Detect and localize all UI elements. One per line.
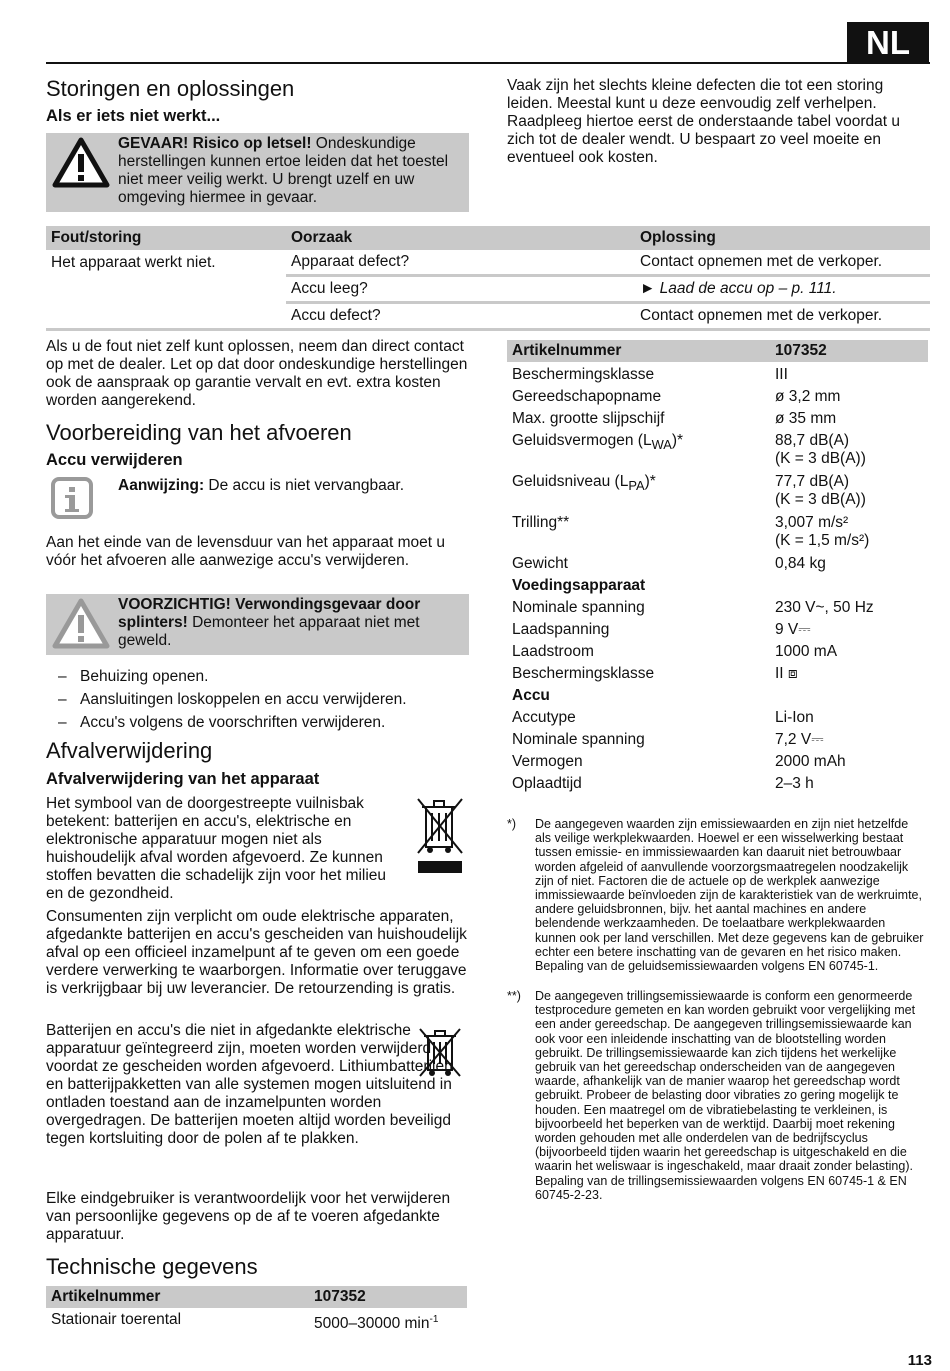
solution-cell: ► Laad de accu op – p. 111. — [635, 276, 930, 303]
caution-warning-box — [46, 594, 469, 655]
tech-label: Accutype — [512, 709, 576, 726]
afval-paragraph-2: Consumenten zijn verplicht om oude elektrische apparaten, afgedankte batterijen en accu's gescheiden van huishoudelijk afval op een officieel inzamelpunt af te geven om een goede verdere verwerking te waarborgen. Informatie over teruggave is verkrijgbaar bij uw leverancier. De retourzending is gratis. — [46, 908, 467, 997]
danger-warning-text: Ondeskundige herstellingen kunnen ertoe leiden dat het toestel niet meer veilig werkt. U brengt uzelf en uw omgeving hiermee in gevaar. — [118, 135, 449, 206]
table-row — [507, 749, 928, 771]
crossed-bin-icon — [412, 795, 468, 880]
tech-value: 107352 — [770, 340, 928, 362]
tech-label: Trilling** — [512, 514, 570, 531]
table-row — [507, 661, 928, 683]
section-heading-afval: Afvalverwijdering — [46, 738, 213, 763]
list-item: – Aansluitingen loskoppelen en accu verwijderen. — [46, 688, 476, 711]
table-row — [507, 340, 928, 362]
table-row — [507, 771, 928, 793]
after-table-paragraph: Als u de fout niet zelf kunt oplossen, neem dan direct contact op met de dealer. Let op dat door ondeskundige herstellingen ook de aanspraak op garantie vervalt en evt. extra kosten worden aangerekend. — [46, 338, 468, 409]
tech-label: Nominale spanning — [512, 731, 645, 748]
footnote-marker: **) — [507, 989, 521, 1003]
footnote-text: De aangegeven waarden zijn emissiewaarden en zijn niet hetzelfde als veilige werkplekwaarden. Hoewel er een wisselwerking bestaat tussen emissie- en immissiewaarden kan daaruit niet betrouwbaar worden afgeleid of aanvullende voorzorgsmaatregelen noodzakelijk zijn of niet. Factoren die de actuele op de werkplek aanwezige immissiewaarde beïnvloeden zijn de karakteristiek van de werkruimte, andere geluidsbronnen, bijv. het aantal machines en andere belendende werkzaamheden. De toelaatbare werkplekwaarden kunnen ook per land verschillen. Met deze gegevens kan de gebruiker echter een betere inschatting van de gevaren en het risico maken. Bepaling van de geluidsemissiewaarden volgens EN 60745-1. — [535, 817, 924, 974]
cause-cell: Apparaat defect? — [291, 253, 410, 270]
tech-value: 2–3 h — [775, 775, 814, 792]
solution-cell: Contact opnemen met de verkoper. — [640, 253, 883, 270]
language-tab: NL — [847, 22, 929, 64]
table-row — [507, 727, 928, 749]
tech-label: Oplaadtijd — [512, 775, 582, 792]
table-row — [507, 683, 928, 705]
table-row — [507, 573, 928, 595]
tech-value: II ⧈ — [775, 665, 798, 682]
tech-value: 230 V~, 50 Hz — [775, 599, 874, 616]
removal-steps-list — [46, 665, 476, 734]
tech-label: Vermogen — [512, 753, 583, 770]
tech-label: Beschermingsklasse — [512, 366, 655, 383]
top-rule — [46, 62, 930, 64]
caution-triangle-icon — [52, 598, 110, 655]
tech-value: 5000–30000 min — [314, 1315, 430, 1333]
tech-label: Max. grootte slijpschijf — [512, 410, 665, 427]
footnote-2 — [507, 989, 927, 1202]
tech-value: 107352 — [309, 1286, 467, 1308]
list-item: – Accu's volgens de voorschriften verwijderen. — [46, 711, 476, 734]
tech-unit-exponent: -1 — [429, 1314, 439, 1325]
tech-table-right — [507, 340, 928, 793]
table-row — [46, 250, 930, 276]
list-item: – Behuizing openen. — [46, 665, 476, 688]
tech-value: 88,7 dB(A) (K = 3 dB(A)) — [775, 432, 866, 467]
tech-group-title: Voedingsapparaat — [512, 577, 646, 594]
table-row — [507, 595, 928, 617]
subheading-als-er-iets: Als er iets niet werkt... — [46, 107, 221, 125]
table-row — [507, 639, 928, 661]
solution-cell: Contact opnemen met de verkoper. — [635, 303, 930, 330]
tech-value: 3,007 m/s² (K = 1,5 m/s²) — [775, 514, 870, 549]
table-row — [507, 428, 928, 468]
table-row — [507, 384, 928, 406]
tech-label: Laadstroom — [512, 643, 594, 660]
tech-label: Gewicht — [512, 555, 568, 572]
table-row — [507, 705, 928, 727]
cause-cell: Accu defect? — [286, 303, 635, 330]
table-row — [507, 550, 928, 573]
tech-group-title: Accu — [512, 687, 550, 704]
subheading-afval-apparaat: Afvalverwijdering van het apparaat — [46, 770, 320, 788]
afval-paragraph-1: Het symbool van de doorgestreepte vuilnisbak betekent: batterijen en accu's, elektrische en elektronische apparatuur mogen niet als huishoudelijk afval worden afgevoerd. Ze kunnen stoffen bevatten die schadelijk zijn voor het milieu en de gezondheid. — [46, 795, 387, 902]
tech-value: 2000 mAh — [775, 753, 846, 770]
fault-table — [46, 226, 930, 331]
intro-paragraph: Vaak zijn het slechts kleine defecten die tot een storing leiden. Meestal kunt u deze eenvoudig zelf verhelpen. Raadpleeg hiertoe eerst de onderstaande tabel voordat u zich tot de dealer wendt. U bespaart zo veel moeite en eventueel ook kosten. — [507, 77, 900, 166]
afval-paragraph-4: Elke eindgebruiker is verantwoordelijk voor het verwijderen van persoonlijke gegevens op de af te voeren afgedankte apparatuur. — [46, 1190, 451, 1243]
section-heading-storingen: Storingen en oplossingen — [46, 76, 295, 101]
tech-value: 1000 mA — [775, 643, 838, 660]
footnote-marker: *) — [507, 817, 517, 831]
table-row — [46, 303, 930, 330]
danger-warning-box — [46, 133, 469, 212]
table-row — [507, 362, 928, 384]
tech-value: 77,7 dB(A) (K = 3 dB(A)) — [775, 473, 866, 508]
caution-warning-text: Demonteer het apparaat niet met geweld. — [118, 614, 420, 649]
tech-label: Stationair toerental — [51, 1311, 182, 1328]
fault-cell: Het apparaat werkt niet. — [51, 253, 216, 271]
tech-label: Geluidsniveau $(L_{PA})*$ — [512, 473, 656, 494]
footnote-1 — [507, 817, 927, 973]
note-text: De accu is niet vervangbaar. — [204, 477, 404, 494]
tech-value: ø 3,2 mm — [775, 388, 841, 405]
tech-label: Artikelnummer — [507, 340, 770, 362]
table-row — [507, 617, 928, 639]
tech-label: Laadspanning — [512, 621, 610, 638]
caution-warning-title: VOORZICHTIG! Verwondingsgevaar door splinters! — [118, 596, 421, 631]
table-row — [46, 1308, 467, 1333]
tech-value: 9 V⎓ — [775, 621, 811, 638]
table-row — [507, 509, 928, 550]
tech-label: Artikelnummer — [46, 1286, 309, 1308]
tech-label: Geluidsvermogen $(L_{WA})*$ — [512, 432, 684, 453]
warning-triangle-icon — [52, 137, 110, 194]
tech-value: III — [775, 366, 788, 383]
tech-label: Beschermingsklasse — [512, 665, 655, 682]
table-row — [507, 468, 928, 509]
tech-value: 0,84 kg — [775, 555, 826, 572]
table-row — [46, 1286, 467, 1308]
tech-label: Gereedschapopname — [512, 388, 662, 405]
subheading-accu-verwijderen: Accu verwijderen — [46, 451, 183, 469]
note-label: Aanwijzing: — [118, 477, 205, 494]
page-number: 113 — [907, 1352, 932, 1369]
table-row — [46, 276, 930, 303]
afval-paragraph-3-text: Batterijen en accu's die niet in afgedankte elektrische apparatuur geïntegreerd zijn, moeten worden verwijderd voordat ze gescheiden worden afgevoerd. Lithiumbatterijen en batterijpakketten van alle systemen mogen uitsluitend in ontladen toestand aan de inzamelpunten worden overgedragen. De batterijen moeten altijd worden beveiligd tegen kortsluiting door de polen af te plakken. — [46, 1022, 453, 1147]
tech-value: 7,2 V⎓ — [775, 731, 824, 748]
info-icon — [50, 476, 94, 525]
tech-table-left — [46, 1286, 467, 1333]
section-heading-afvoeren: Voorbereiding van het afvoeren — [46, 420, 352, 445]
fault-table-header: Fout/storing — [46, 226, 286, 250]
tech-label: Nominale spanning — [512, 599, 645, 616]
tech-value: Li-Ion — [775, 709, 814, 726]
section-heading-tech: Technische gegevens — [46, 1254, 258, 1279]
danger-warning-title: GEVAAR! Risico op letsel! — [118, 135, 312, 152]
afvoeren-paragraph: Aan het einde van de levensduur van het apparaat moet u vóór het afvoeren alle aanwezige accu's verwijderen. — [46, 534, 445, 569]
fault-table-header: Oorzaak — [286, 226, 635, 250]
tech-value: ø 35 mm — [775, 410, 837, 427]
table-row — [507, 406, 928, 428]
footnote-text: De aangegeven trillingsemissiewaarde is conform een genormeerde testprocedure gemeten en kan worden gebruikt voor vergelijking met een ander gereedschap. De aangegeven trillingsemissiewaarde kan ook voor een inleidende inschatting van de blootstelling worden gebruikt. De trillingsemissiewaarde kan zich tijdens het werkelijke gebruik van het gereedschap onderscheiden van de aangegeven waarde, afhankelijk van de manier waarop het gereedschap wordt gebruikt. Probeer de belasting door vibraties zo gering mogelijk te houden. Een maatregel om de vibratiebelasting te verkleinen, is bijvoorbeeld het beperken van de werktijd. Daarbij moet rekening worden gehouden met alle onderdelen van de bedrijfscyclus (bijvoorbeeld tijden waarin het gereedschap is uitgeschakeld en die waarin het weliswaar is ingeschakeld, maar draait zonder belasting). Bepaling van de trillingsemissiewaarden volgens EN 60745-1 & EN 60745-2-23. — [535, 989, 916, 1202]
cause-cell: Accu leeg? — [286, 276, 635, 303]
fault-table-header: Oplossing — [635, 226, 930, 250]
afval-paragraph-3 — [46, 1022, 453, 1147]
